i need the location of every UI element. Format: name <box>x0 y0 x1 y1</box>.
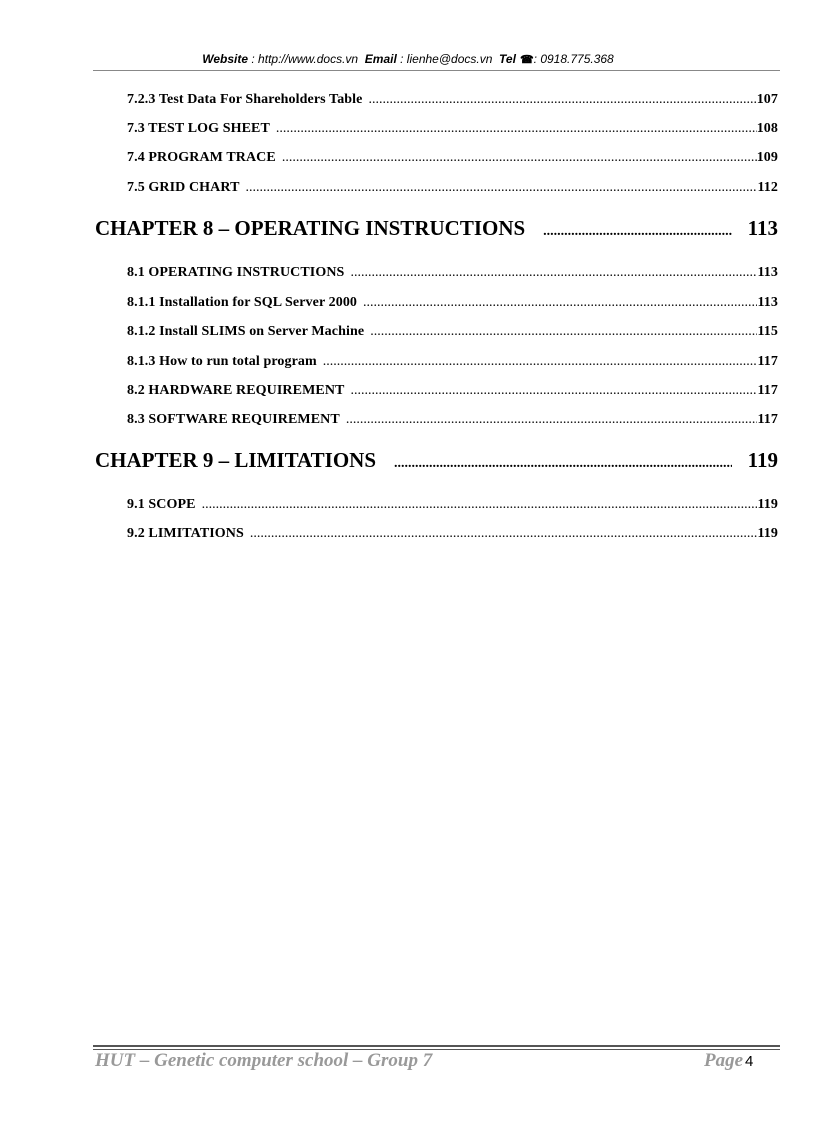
toc-entry-title: 8.3 SOFTWARE REQUIREMENT <box>127 412 340 427</box>
toc-entry[interactable] <box>127 295 778 311</box>
tel-label: Tel <box>499 52 516 66</box>
toc-leader <box>276 121 757 137</box>
toc-leader <box>370 324 757 340</box>
toc-entry-page: 109 <box>756 150 778 165</box>
toc-entry-page: 112 <box>757 180 778 195</box>
toc-entry-title: 9.2 LIMITATIONS <box>127 526 244 541</box>
toc-chapter-9[interactable] <box>95 448 778 473</box>
toc-entry[interactable] <box>127 265 778 281</box>
email-label: Email <box>364 52 397 66</box>
toc-entry[interactable] <box>127 526 778 542</box>
toc-entry[interactable] <box>127 383 778 399</box>
toc-entry-title: 8.1.3 How to run total program <box>127 354 317 369</box>
toc-chapter-title: CHAPTER 8 – OPERATING INSTRUCTIONS <box>95 216 526 240</box>
page-number-block <box>704 1050 753 1072</box>
tel-value: : 0918.775.368 <box>533 52 614 66</box>
toc-entry-page: 107 <box>756 92 778 107</box>
toc-entry-page: 115 <box>757 324 778 339</box>
toc-entry-page: 113 <box>757 265 778 280</box>
toc-chapter-page: 119 <box>747 448 778 472</box>
toc-entry-page: 117 <box>757 383 778 398</box>
toc-entry-title: 8.2 HARDWARE REQUIREMENT <box>127 383 345 398</box>
phone-icon: ☎ <box>519 54 534 66</box>
toc-entry-page: 119 <box>757 497 778 512</box>
toc-leader <box>282 150 757 166</box>
toc-entry[interactable] <box>127 150 778 166</box>
toc-entry-page: 113 <box>757 295 778 310</box>
toc-entry[interactable] <box>127 180 778 196</box>
toc-leader <box>346 412 758 428</box>
toc-entry-title: 8.1.2 Install SLIMS on Server Machine <box>127 324 365 339</box>
toc-leader <box>543 224 731 240</box>
page-header <box>0 52 816 66</box>
toc-entry[interactable] <box>127 354 778 370</box>
toc-chapter-title: CHAPTER 9 – LIMITATIONS <box>95 448 377 472</box>
website-value: : http://www.docs.vn <box>251 52 359 66</box>
toc-entry-title: 7.2.3 Test Data For Shareholders Table <box>127 92 363 107</box>
toc-entry[interactable] <box>127 92 778 108</box>
toc-leader <box>350 383 757 399</box>
toc-leader <box>323 354 758 370</box>
toc-entry-title: 7.3 TEST LOG SHEET <box>127 121 270 136</box>
toc-leader <box>202 497 758 513</box>
toc-chapter-8[interactable] <box>95 216 778 241</box>
page-label: Page <box>704 1050 744 1071</box>
email-value: : lienhe@docs.vn <box>400 52 493 66</box>
toc-leader <box>246 180 758 196</box>
toc-leader <box>363 295 757 311</box>
toc-entry-title: 8.1 OPERATING INSTRUCTIONS <box>127 265 345 280</box>
toc-entry-page: 119 <box>757 526 778 541</box>
toc-chapter-page: 113 <box>747 216 778 240</box>
toc-leader <box>368 92 756 108</box>
toc-entry-page: 117 <box>757 354 778 369</box>
header-divider <box>93 70 780 71</box>
website-label: Website <box>202 52 249 66</box>
page-number: 4 <box>745 1053 754 1070</box>
footer-divider <box>93 1045 780 1047</box>
toc-leader <box>250 526 758 542</box>
toc-entry-title: 7.4 PROGRAM TRACE <box>127 150 276 165</box>
toc-entry[interactable] <box>127 324 778 340</box>
toc-leader <box>394 456 732 472</box>
toc-entry-page: 117 <box>757 412 778 427</box>
toc-entry-title: 9.1 SCOPE <box>127 497 196 512</box>
footer-text: HUT – Genetic computer school – Group 7 <box>95 1050 433 1071</box>
toc-entry[interactable] <box>127 412 778 428</box>
toc-entry[interactable] <box>127 497 778 513</box>
toc-entry[interactable] <box>127 121 778 137</box>
toc-entry-title: 8.1.1 Installation for SQL Server 2000 <box>127 295 358 310</box>
toc-leader <box>350 265 757 281</box>
toc-entry-title: 7.5 GRID CHART <box>127 180 240 195</box>
toc-entry-page: 108 <box>756 121 778 136</box>
